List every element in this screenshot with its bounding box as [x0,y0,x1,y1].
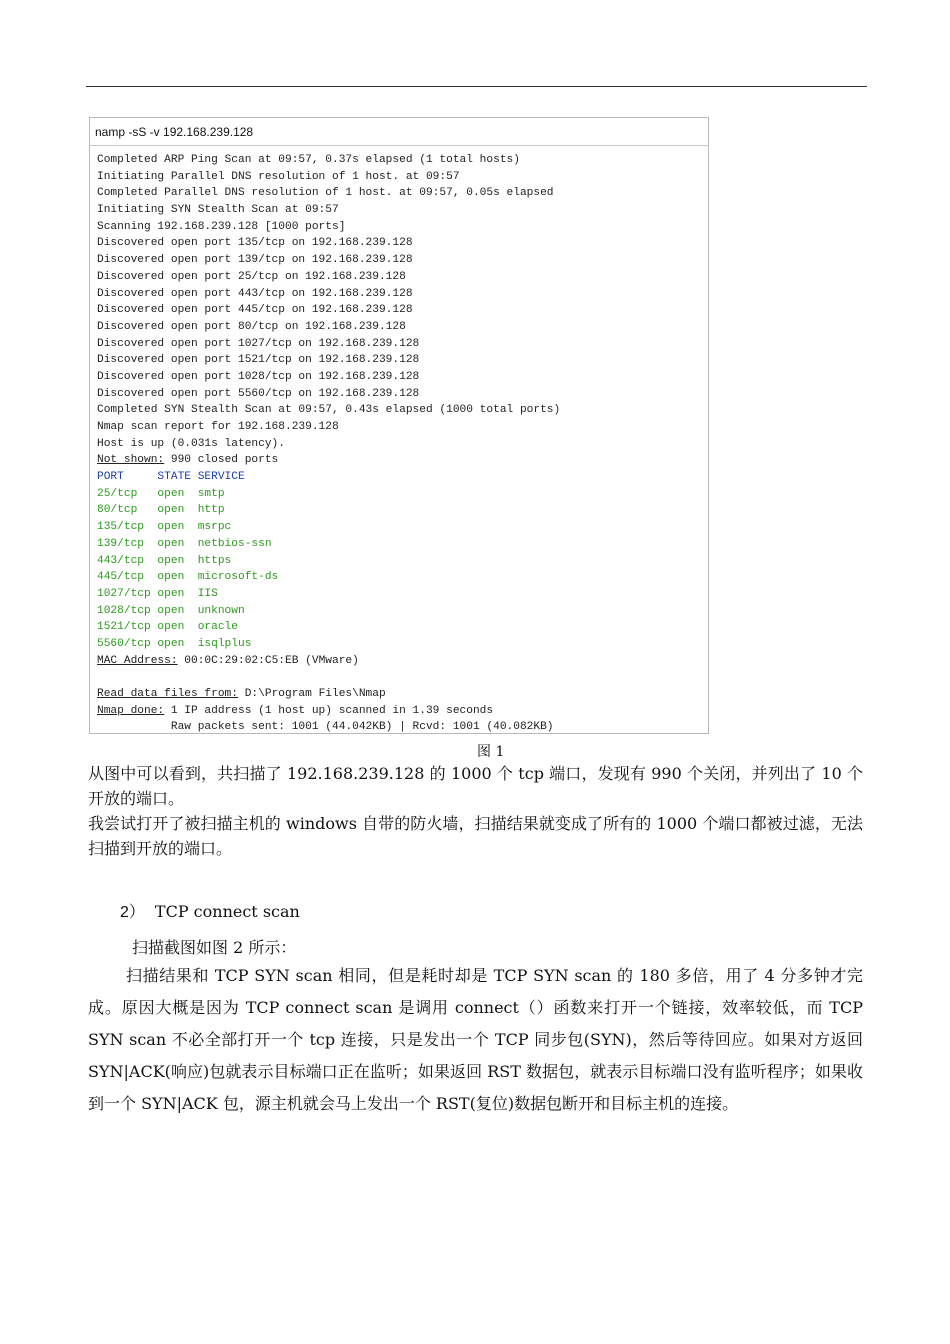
terminal-line: Discovered open port 139/tcp on 192.168.239.128 [97,254,413,267]
terminal-line [97,653,708,670]
paragraph-result: 从图中可以看到，共扫描了 192.168.239.128 的 1000 个 tcp 端口，发现有 990 个关闭，并列出了 10 个开放的端口。 [88,764,863,808]
terminal-line: 1521/tcp open oracle [97,621,238,634]
terminal-line: 135/tcp open msrpc [97,521,232,534]
terminal-line-label: MAC Address: [97,654,178,667]
terminal-line: Discovered open port 80/tcp on 192.168.239.128 [97,320,406,333]
terminal-line: Initiating SYN Stealth Scan at 09:57 [97,204,339,217]
terminal-line: Discovered open port 5560/tcp on 192.168.239.128 [97,387,420,400]
terminal-line: Raw packets sent: 1001 (44.042KB) | Rcvd: 1001 (40.082KB) [97,721,554,734]
terminal-line: Discovered open port 443/tcp on 192.168.239.128 [97,287,413,300]
terminal-line: Initiating Parallel DNS resolution of 1 host. at 09:57 [97,170,460,183]
header-rule [86,86,867,87]
terminal-line-label: Read data files from: [97,688,238,700]
figure-caption: 图 1 [477,744,505,760]
terminal-line: 443/tcp open https [97,554,232,567]
terminal-line-text: 990 closed ports [164,454,279,467]
terminal-line-label: Nmap done: [97,704,165,717]
terminal-line [97,703,708,720]
terminal-line: Discovered open port 1028/tcp on 192.168.239.128 [97,370,420,383]
terminal-line-label: Not shown: [97,454,165,467]
terminal-line: 1027/tcp open IIS [97,587,218,600]
terminal-line: 80/tcp open http [97,504,225,517]
section-number: 2） [120,904,145,921]
terminal-line: Completed SYN Stealth Scan at 09:57, 0.43s elapsed (1000 total ports) [97,404,561,417]
terminal-line: Completed ARP Ping Scan at 09:57, 0.37s elapsed (1 total hosts) [97,154,520,166]
command-bar: namp -sS -v 192.168.239.128 [90,118,708,146]
paragraph-analysis: 扫描结果和 TCP SYN scan 相同，但是耗时却是 TCP SYN scan 的 180 多倍，用了 4 分多钟才完成。原因大概是因为 TCP connect scan 是调用 connect（）函数来打开一个链接，效率较低，而 TCP SYN scan 不必全部打开一个 tcp 连接，只是发出一个 TCP 同步包(SYN)，然后等待回应。如果对方返回 SYN|ACK(响应)包就表示目标端口正在监听；如果返回 RST 数据包，就表示目标端口没有监听程序；如果收到一个 SYN|ACK 包，源主机就会马上发出一个 RST(复位)数据包断开和目标主机的连接。 [88,966,863,1113]
terminal-line: Discovered open port 445/tcp on 192.168.239.128 [97,304,413,317]
section-heading [120,899,300,922]
terminal-line: 1028/tcp open unknown [97,604,245,617]
terminal-line-text: D:\Program Files\Nmap [238,688,386,700]
terminal-line-text: 1 IP address (1 host up) scanned in 1.39 seconds [164,704,494,717]
terminal-line: 139/tcp open netbios-ssn [97,537,272,550]
terminal-line: Discovered open port 1521/tcp on 192.168.239.128 [97,354,420,367]
terminal-line [97,686,708,703]
terminal-output [90,146,708,736]
terminal-line: 445/tcp open microsoft-ds [97,571,279,584]
nmap-screenshot [89,117,709,734]
terminal-line-text: 00:0C:29:02:C5:EB (VMware) [177,654,359,667]
paragraph-figure-ref: 扫描截图如图 2 所示： [132,938,297,957]
terminal-line: PORT STATE SERVICE [97,471,245,484]
terminal-line [97,669,708,686]
terminal-line: Scanning 192.168.239.128 [1000 ports] [97,220,346,233]
terminal-line: 25/tcp open smtp [97,487,225,500]
paragraph-firewall: 我尝试打开了被扫描主机的 windows 自带的防火墙，扫描结果就变成了所有的 1000 个端口都被过滤，无法扫描到开放的端口。 [88,814,863,858]
terminal-line: 5560/tcp open isqlplus [97,637,252,650]
terminal-line: Discovered open port 25/tcp on 192.168.239.128 [97,270,406,283]
terminal-line: Discovered open port 1027/tcp on 192.168.239.128 [97,337,420,350]
terminal-line: Nmap scan report for 192.168.239.128 [97,421,339,433]
terminal-line: Discovered open port 135/tcp on 192.168.239.128 [97,237,413,250]
terminal-line: Host is up (0.031s latency). [97,437,285,450]
terminal-line [97,452,708,469]
terminal-line: Completed Parallel DNS resolution of 1 host. at 09:57, 0.05s elapsed [97,187,554,200]
section-title: TCP connect scan [154,902,300,921]
